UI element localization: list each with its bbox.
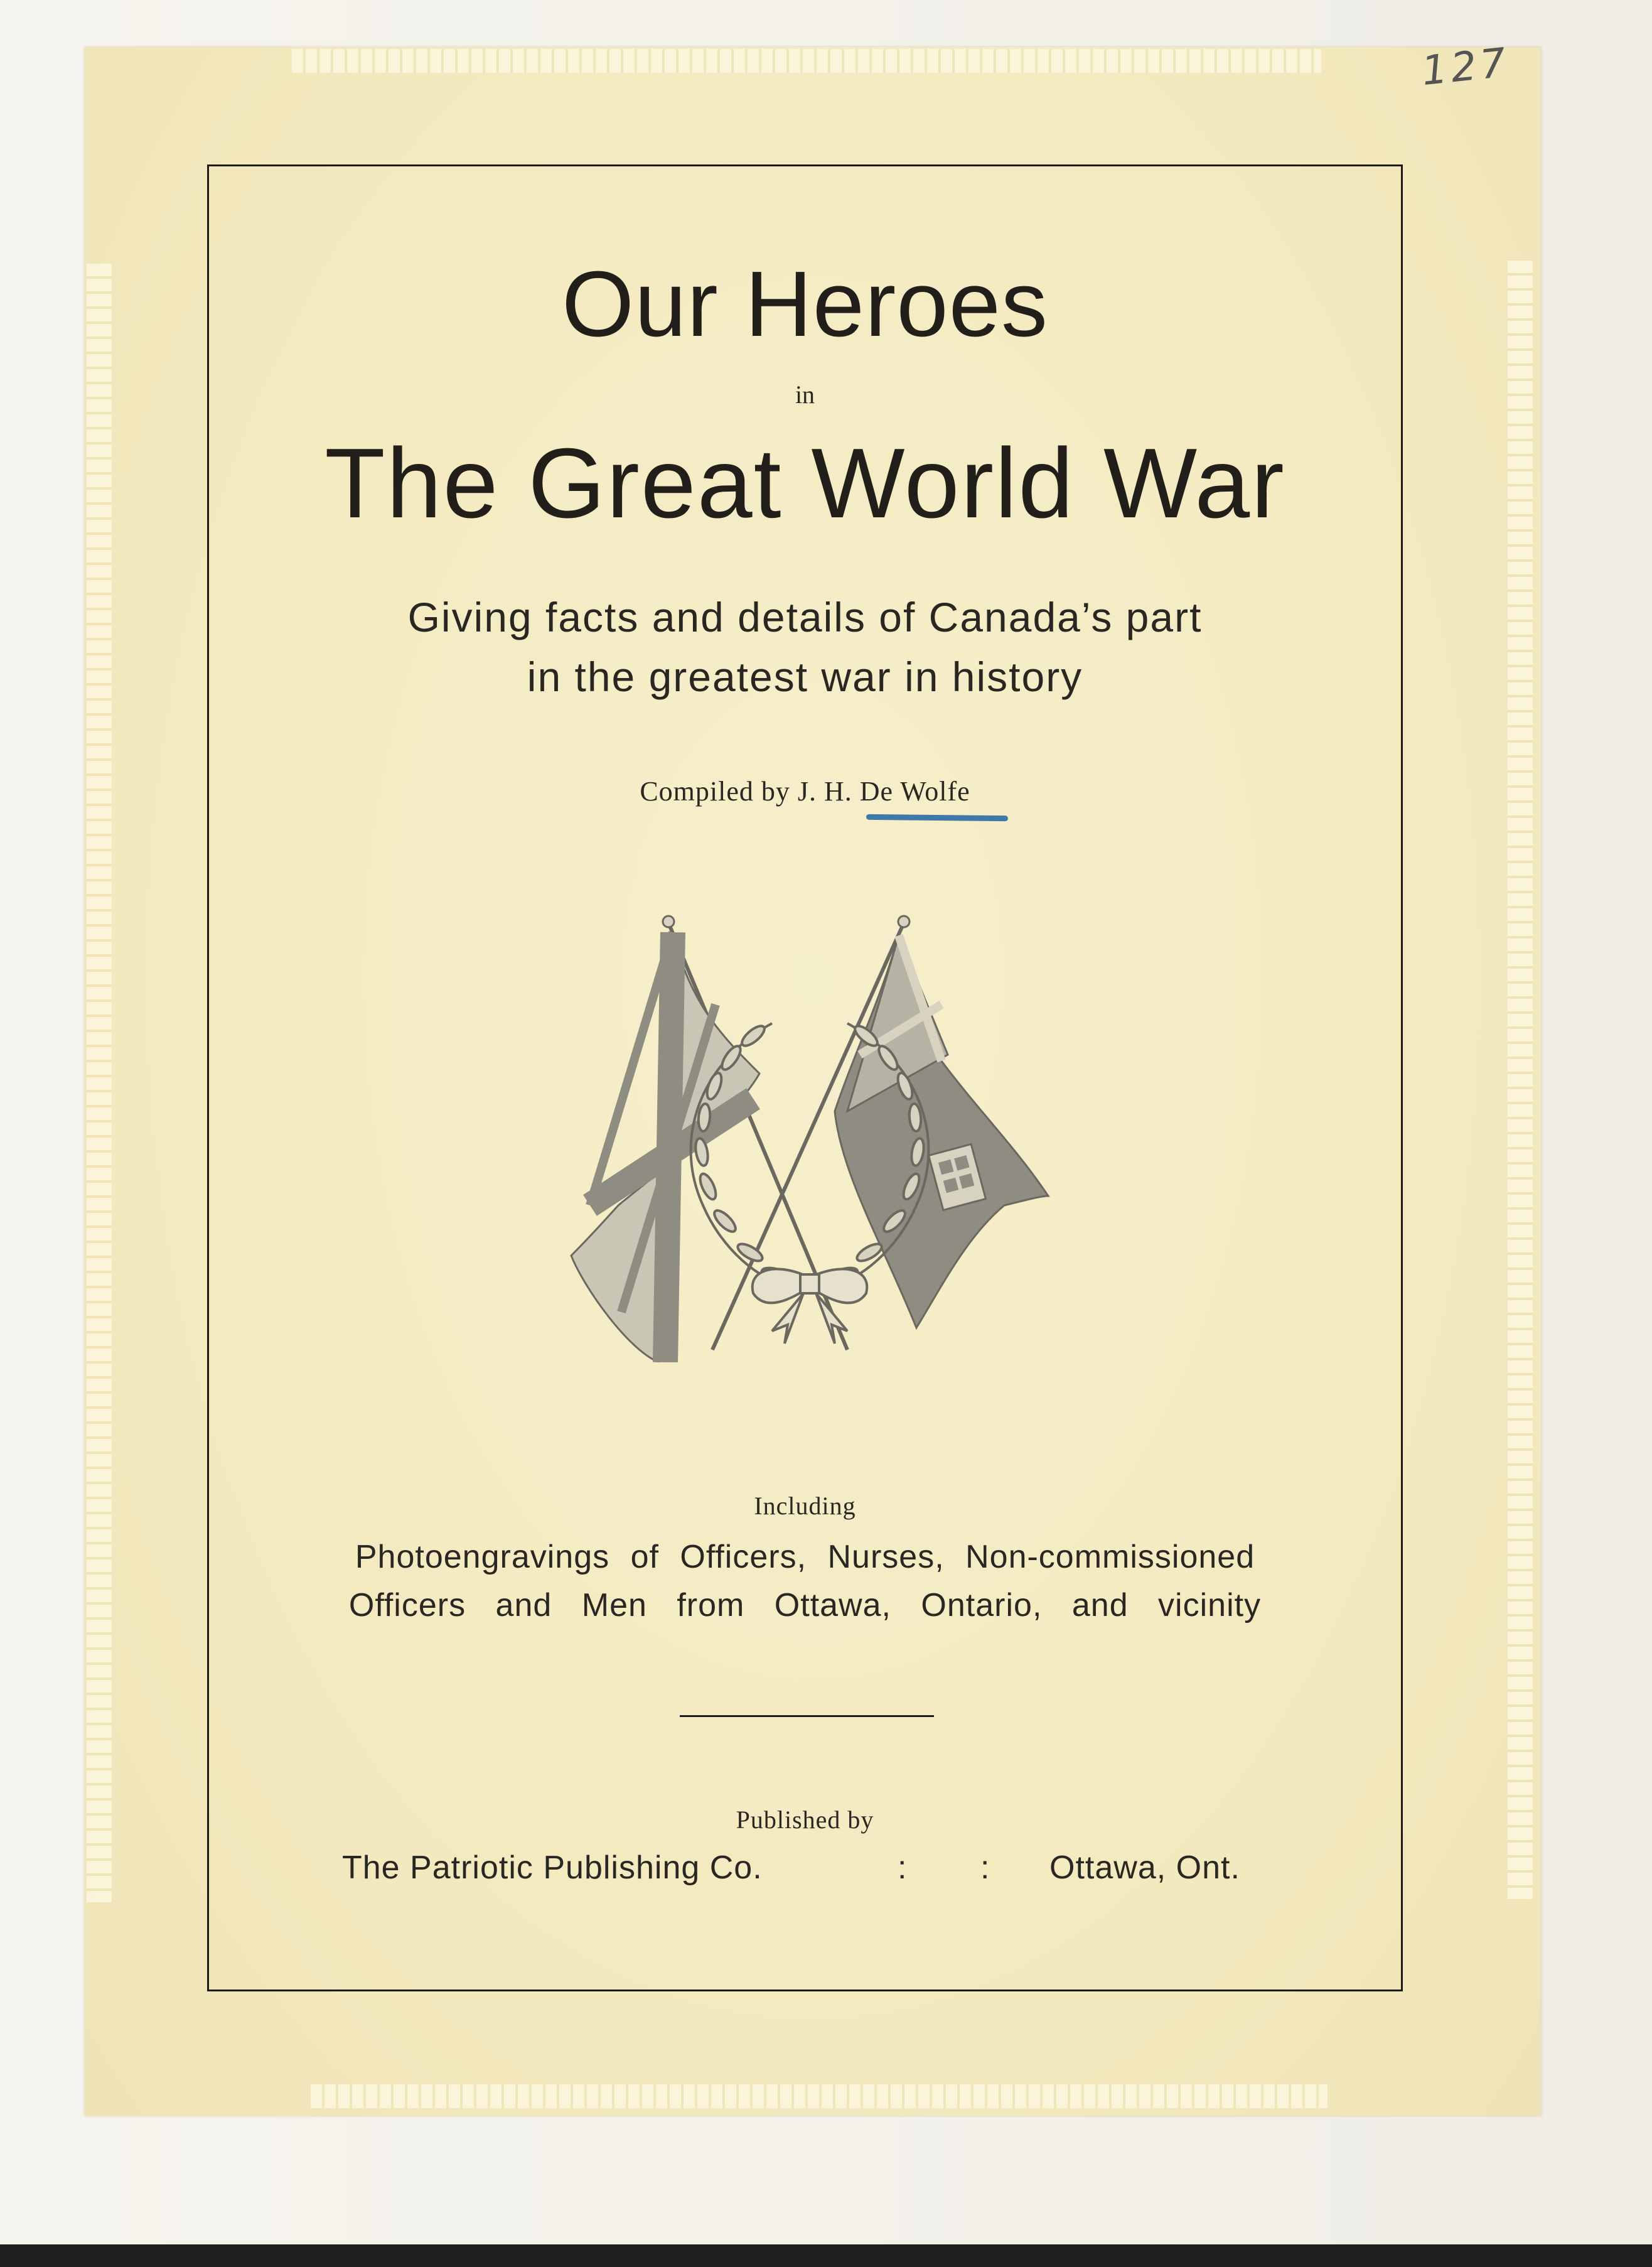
decorative-band-right — [1508, 261, 1533, 1899]
crossed-flags-wreath-icon — [565, 910, 1054, 1362]
publisher-separator-1: : — [898, 1850, 908, 1886]
publisher-name: The Patriotic Publishing Co. — [342, 1850, 763, 1886]
union-flag-icon — [571, 932, 759, 1362]
scanner-edge-strip — [0, 2244, 1652, 2267]
decorative-band-bottom — [311, 2084, 1328, 2108]
subtitle-line-2: in the greatest war in history — [527, 654, 1083, 700]
decorative-band-left — [87, 264, 112, 1902]
pole-finial-left — [663, 916, 674, 927]
title-line-1: Our Heroes — [562, 252, 1048, 356]
ribbon-bow-icon — [753, 1269, 867, 1344]
including-label: Including — [754, 1492, 856, 1520]
published-by-label: Published by — [736, 1806, 874, 1834]
section-divider-rule — [680, 1715, 934, 1717]
compiled-by-credit: Compiled by J. H. De Wolfe — [640, 776, 970, 807]
subtitle-line-1: Giving facts and details of Canada’s part — [407, 594, 1203, 640]
pole-finial-right — [898, 916, 909, 927]
decorative-band-top — [292, 49, 1321, 73]
title-line-2: The Great World War — [324, 428, 1285, 539]
description-line-1: Photoengravings of Officers, Nurses, Non-commissioned — [355, 1539, 1255, 1575]
publisher-city: Ottawa, Ont. — [1049, 1850, 1240, 1886]
title-connector: in — [795, 380, 815, 409]
description-line-2: Officers and Men from Ottawa, Ontario, and vicinity — [348, 1587, 1262, 1624]
publisher-separator-2: : — [980, 1850, 990, 1886]
handwritten-page-number: 127 — [1419, 39, 1512, 95]
